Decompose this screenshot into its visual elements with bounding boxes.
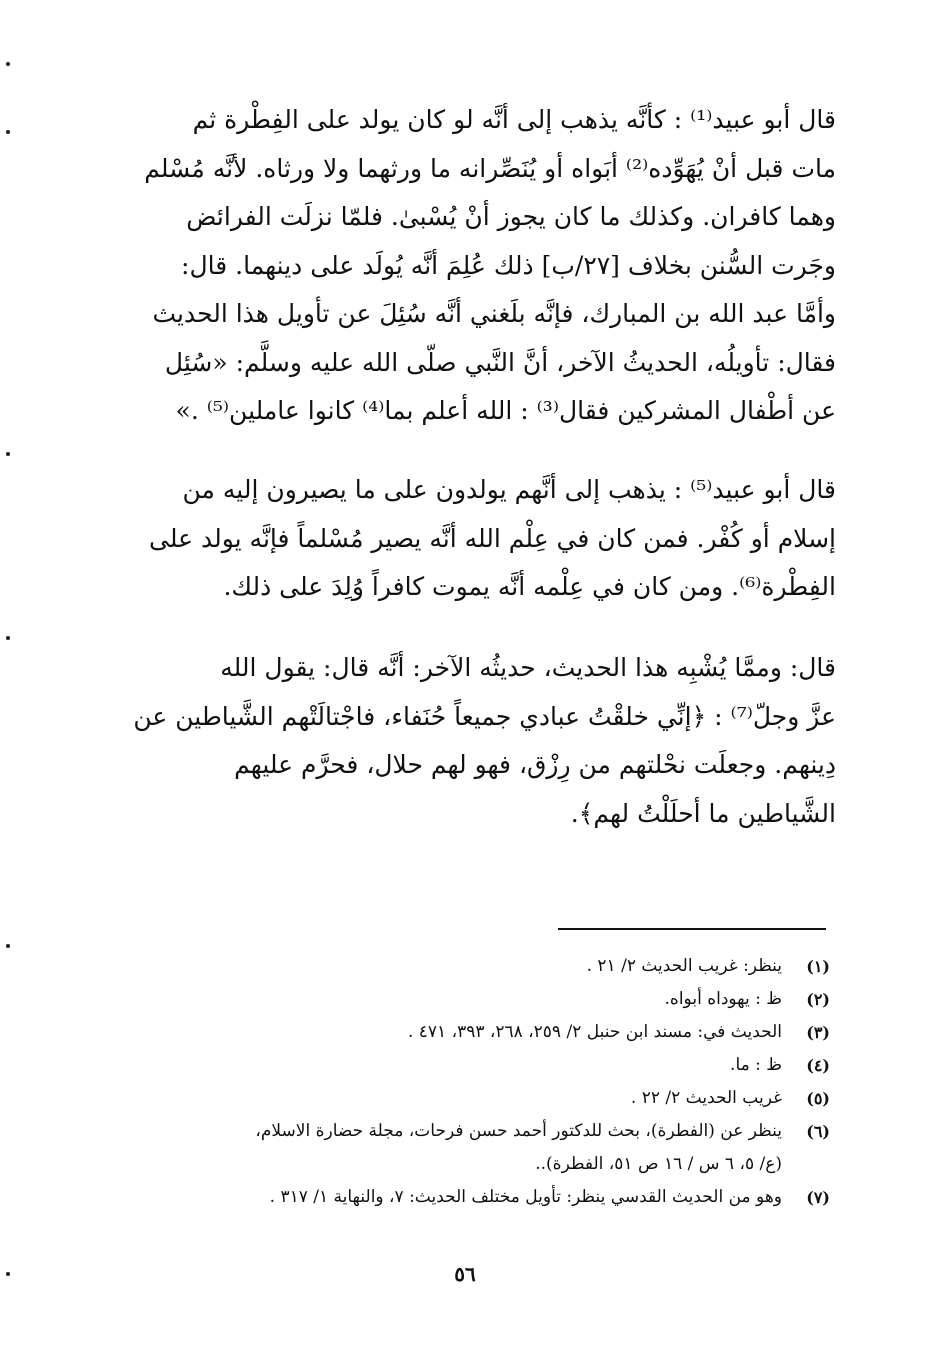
footnote-text: ظ : يهوداه أبواه.: [664, 989, 782, 1009]
text-line: دِينهم. وجعلَت نحْلتهم من رِزْق، فهو لهم حلال، فحرَّم عليهم: [234, 750, 836, 779]
footnote-number: (٤): [806, 1056, 830, 1075]
footnote-item: [140, 950, 830, 983]
text-line: وجَرت السُّنن بخلاف [٢٧/ب] ذلك عُلِمَ أنَّه يُولَد على دينهما. قال:: [181, 250, 836, 280]
scan-speck: [6, 452, 10, 456]
footnote-item: [140, 1016, 830, 1049]
text-line: مات قبل أنْ يُهَوِّده⁽²⁾ أبَواه أو يُنَصِّرانه ما ورثهما ولا ورثاه. لأنَّه مُسْلم: [144, 153, 836, 183]
text-line: قال أبو عبيد⁽⁵⁾ : يذهب إلى أنَّهم يولدون على ما يصيرون إليه من: [182, 475, 836, 504]
footnote-number: (٦): [806, 1122, 830, 1141]
scan-speck: [6, 636, 10, 640]
text-line: عزَّ وجلّ⁽⁷⁾ : ﴿إنِّي خلقْتُ عبادي جميعاً حُنَفاء، فاجْتالَتْهم الشَّياطين عن: [133, 701, 836, 731]
footnote-text: (ع/ ٥، ٦ س / ١٦ ص ٥١، الفطرة)..: [535, 1154, 782, 1174]
footnote-number: (٥): [806, 1089, 830, 1108]
footnote-number: (٣): [806, 1023, 830, 1042]
footnote-item: [140, 1049, 830, 1082]
footnote-number: (٢): [806, 990, 830, 1009]
footnote-number: (١): [806, 957, 830, 976]
scan-speck: [6, 130, 10, 134]
paragraph-abu-ubayd-second: [128, 466, 836, 612]
footnote-text: الحديث في: مسند ابن حنبل ٢/ ٢٥٩، ٢٦٨، ٣٩٣، ٤٧١ .: [407, 1022, 782, 1042]
text-line: قال: وممَّا يُشْبِه هذا الحديث، حديثُه الآخر: أنَّه قال: يقول الله: [220, 653, 836, 682]
paragraph-abu-ubayd-first: [128, 96, 836, 436]
text-line: إسلام أو كُفْر. فمن كان في عِلْم الله أنَّه يصير مُسْلماً فإنَّه يولد على: [149, 523, 836, 553]
scan-speck: [6, 62, 10, 66]
scan-speck: [6, 1272, 10, 1276]
page-number: ٥٦: [454, 1262, 476, 1286]
footnote-number: (٧): [806, 1188, 830, 1207]
text-line: الفِطْرة⁽⁶⁾. ومن كان في عِلْمه أنَّه يموت كافراً وُلِدَ على ذلك.: [223, 572, 836, 601]
footnote-text: ينظر عن (الفطرة)، بحث للدكتور أحمد حسن فرحات، مجلة حضارة الاسلام،: [255, 1121, 782, 1141]
text-line: وهما كافران. وكذلك ما كان يجوز أنْ يُسْبىٰ. فلمّا نزلَت الفرائض: [186, 202, 836, 231]
paragraph-hadith-qudsi: [128, 644, 836, 838]
footnote-item: [140, 983, 830, 1016]
footnote-item: [140, 1115, 830, 1181]
text-line: فقال: تأويلُه، الحديثُ الآخر، أنَّ النَّبي صلّى الله عليه وسلَّم: «سُئِل: [164, 347, 836, 377]
text-line: وأمَّا عبد الله بن المبارك، فإنَّه بلَغني أنَّه سُئِلَ عن تأويل هذا الحديث: [152, 299, 836, 328]
text-line: قال أبو عبيد⁽¹⁾ : كأنَّه يذهب إلى أنَّه لو كان يولد على الفِطْرة ثم: [192, 105, 836, 134]
footnote-text: وهو من الحديث القدسي ينظر: تأويل مختلف الحديث: ٧، والنهاية ١/ ٣١٧ .: [269, 1187, 782, 1207]
scan-speck: [6, 944, 10, 948]
footnote-separator: [558, 928, 826, 930]
footnote-text: ظ : ما.: [730, 1055, 782, 1075]
footnote-item: [140, 1082, 830, 1115]
text-line: الشَّياطين ما أحلَلْتُ لهم﴾.: [570, 798, 836, 828]
footnotes: [140, 950, 830, 1214]
text-line: عن أطْفال المشركين فقال⁽³⁾ : الله أعلم بما⁽⁴⁾ كانوا عاملين⁽⁵⁾ .»: [175, 396, 836, 425]
footnote-text: ينظر: غريب الحديث ٢/ ٢١ .: [586, 956, 782, 976]
footnote-text: غريب الحديث ٢/ ٢٢ .: [630, 1088, 782, 1108]
footnote-text-block: [140, 1115, 782, 1181]
footnote-item: [140, 1181, 830, 1214]
